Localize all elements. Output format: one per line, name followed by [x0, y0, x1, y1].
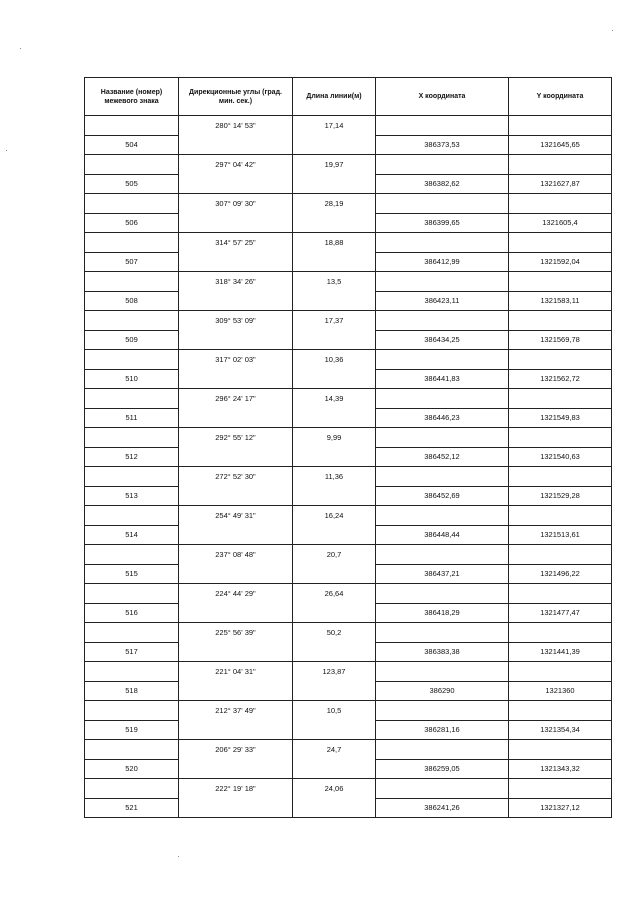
x-coordinate-cell: 386418,29	[376, 603, 509, 623]
segment-row	[85, 389, 612, 409]
empty-cell	[85, 779, 179, 799]
empty-cell	[85, 350, 179, 370]
empty-cell	[509, 779, 612, 799]
empty-cell	[509, 194, 612, 214]
segment-row	[85, 233, 612, 253]
line-length-cell: 9,99	[293, 428, 376, 448]
segment-row	[85, 740, 612, 760]
empty-cell	[509, 623, 612, 643]
table-row	[85, 330, 612, 350]
direction-angle-cell: 221° 04' 31"	[179, 662, 293, 682]
y-coordinate-cell: 1321627,87	[509, 174, 612, 194]
empty-cell	[85, 272, 179, 292]
mark-name-cell: 506	[85, 213, 179, 233]
direction-angle-cell: 222° 19' 18"	[179, 779, 293, 799]
empty-cell	[376, 311, 509, 331]
mark-name-cell: 519	[85, 720, 179, 740]
scan-speck	[20, 48, 21, 49]
line-length-cell: 17,37	[293, 311, 376, 331]
table-row	[85, 642, 612, 662]
segment-row	[85, 311, 612, 331]
empty-cell	[293, 564, 376, 584]
line-length-cell: 28,19	[293, 194, 376, 214]
empty-cell	[85, 623, 179, 643]
direction-angle-cell: 297° 04' 42"	[179, 155, 293, 175]
table-row	[85, 291, 612, 311]
empty-cell	[293, 525, 376, 545]
direction-angle-cell: 225° 56' 39"	[179, 623, 293, 643]
empty-cell	[179, 369, 293, 389]
empty-cell	[293, 720, 376, 740]
empty-cell	[293, 174, 376, 194]
table-row	[85, 369, 612, 389]
x-coordinate-cell: 386441,83	[376, 369, 509, 389]
segment-row	[85, 701, 612, 721]
segment-row	[85, 350, 612, 370]
header-line-length: Длина линии(м)	[293, 78, 376, 116]
x-coordinate-cell: 386452,12	[376, 447, 509, 467]
table-row	[85, 603, 612, 623]
empty-cell	[509, 467, 612, 487]
y-coordinate-cell: 1321477,47	[509, 603, 612, 623]
empty-cell	[376, 662, 509, 682]
empty-cell	[179, 174, 293, 194]
table-header-row	[85, 78, 612, 116]
header-direction-angle: Дирекционные углы (град. мин. сек.)	[179, 78, 293, 116]
mark-name-cell: 515	[85, 564, 179, 584]
boundary-coordinates-table	[84, 77, 612, 818]
mark-name-cell: 512	[85, 447, 179, 467]
empty-cell	[293, 681, 376, 701]
line-length-cell: 19,97	[293, 155, 376, 175]
x-coordinate-cell: 386382,62	[376, 174, 509, 194]
direction-angle-cell: 254° 49' 31"	[179, 506, 293, 526]
empty-cell	[509, 545, 612, 565]
empty-cell	[179, 564, 293, 584]
x-coordinate-cell: 386290	[376, 681, 509, 701]
table-row	[85, 486, 612, 506]
x-coordinate-cell: 386423,11	[376, 291, 509, 311]
empty-cell	[376, 116, 509, 136]
y-coordinate-cell: 1321592,04	[509, 252, 612, 272]
empty-cell	[509, 428, 612, 448]
header-y-coordinate: Y координата	[509, 78, 612, 116]
mark-name-cell: 509	[85, 330, 179, 350]
x-coordinate-cell: 386448,44	[376, 525, 509, 545]
empty-cell	[85, 311, 179, 331]
empty-cell	[179, 720, 293, 740]
y-coordinate-cell: 1321645,65	[509, 135, 612, 155]
direction-angle-cell: 296° 24' 17"	[179, 389, 293, 409]
table-row	[85, 759, 612, 779]
empty-cell	[376, 506, 509, 526]
mark-name-cell: 507	[85, 252, 179, 272]
empty-cell	[293, 408, 376, 428]
table-row	[85, 252, 612, 272]
empty-cell	[376, 740, 509, 760]
empty-cell	[293, 486, 376, 506]
empty-cell	[293, 447, 376, 467]
empty-cell	[179, 681, 293, 701]
empty-cell	[179, 486, 293, 506]
empty-cell	[376, 350, 509, 370]
mark-name-cell: 508	[85, 291, 179, 311]
mark-name-cell: 504	[85, 135, 179, 155]
empty-cell	[179, 642, 293, 662]
direction-angle-cell: 212° 37' 49"	[179, 701, 293, 721]
empty-cell	[85, 155, 179, 175]
line-length-cell: 20,7	[293, 545, 376, 565]
y-coordinate-cell: 1321496,22	[509, 564, 612, 584]
empty-cell	[376, 467, 509, 487]
x-coordinate-cell: 386259,05	[376, 759, 509, 779]
empty-cell	[85, 389, 179, 409]
segment-row	[85, 194, 612, 214]
empty-cell	[376, 272, 509, 292]
empty-cell	[509, 506, 612, 526]
mark-name-cell: 511	[85, 408, 179, 428]
direction-angle-cell: 237° 08' 48"	[179, 545, 293, 565]
line-length-cell: 50,2	[293, 623, 376, 643]
empty-cell	[85, 701, 179, 721]
y-coordinate-cell: 1321562,72	[509, 369, 612, 389]
empty-cell	[509, 116, 612, 136]
empty-cell	[509, 155, 612, 175]
line-length-cell: 14,39	[293, 389, 376, 409]
empty-cell	[179, 291, 293, 311]
line-length-cell: 13,5	[293, 272, 376, 292]
empty-cell	[293, 330, 376, 350]
mark-name-cell: 510	[85, 369, 179, 389]
empty-cell	[85, 194, 179, 214]
direction-angle-cell: 307° 09' 30"	[179, 194, 293, 214]
x-coordinate-cell: 386399,65	[376, 213, 509, 233]
empty-cell	[376, 389, 509, 409]
empty-cell	[179, 213, 293, 233]
y-coordinate-cell: 1321360	[509, 681, 612, 701]
y-coordinate-cell: 1321605,4	[509, 213, 612, 233]
mark-name-cell: 517	[85, 642, 179, 662]
empty-cell	[509, 701, 612, 721]
empty-cell	[85, 233, 179, 253]
line-length-cell: 17,14	[293, 116, 376, 136]
coordinates-sheet	[84, 77, 612, 818]
table-body	[85, 116, 612, 818]
segment-row	[85, 662, 612, 682]
x-coordinate-cell: 386373,53	[376, 135, 509, 155]
table-row	[85, 720, 612, 740]
line-length-cell: 10,5	[293, 701, 376, 721]
empty-cell	[293, 213, 376, 233]
line-length-cell: 16,24	[293, 506, 376, 526]
empty-cell	[376, 584, 509, 604]
empty-cell	[179, 135, 293, 155]
segment-row	[85, 779, 612, 799]
empty-cell	[293, 291, 376, 311]
line-length-cell: 24,7	[293, 740, 376, 760]
empty-cell	[179, 798, 293, 818]
empty-cell	[376, 233, 509, 253]
empty-cell	[509, 350, 612, 370]
mark-name-cell: 521	[85, 798, 179, 818]
y-coordinate-cell: 1321569,78	[509, 330, 612, 350]
table-row	[85, 798, 612, 818]
y-coordinate-cell: 1321529,28	[509, 486, 612, 506]
empty-cell	[293, 642, 376, 662]
mark-name-cell: 518	[85, 681, 179, 701]
table-row	[85, 135, 612, 155]
empty-cell	[376, 428, 509, 448]
x-coordinate-cell: 386383,38	[376, 642, 509, 662]
scan-speck	[178, 856, 179, 857]
empty-cell	[85, 467, 179, 487]
mark-name-cell: 514	[85, 525, 179, 545]
segment-row	[85, 545, 612, 565]
empty-cell	[85, 545, 179, 565]
line-length-cell: 26,64	[293, 584, 376, 604]
empty-cell	[376, 701, 509, 721]
direction-angle-cell: 309° 53' 09"	[179, 311, 293, 331]
empty-cell	[293, 603, 376, 623]
x-coordinate-cell: 386241,26	[376, 798, 509, 818]
empty-cell	[293, 759, 376, 779]
y-coordinate-cell: 1321540,63	[509, 447, 612, 467]
segment-row	[85, 467, 612, 487]
segment-row	[85, 584, 612, 604]
y-coordinate-cell: 1321327,12	[509, 798, 612, 818]
empty-cell	[85, 428, 179, 448]
empty-cell	[509, 233, 612, 253]
scan-speck	[612, 30, 613, 31]
y-coordinate-cell: 1321513,61	[509, 525, 612, 545]
segment-row	[85, 116, 612, 136]
empty-cell	[85, 116, 179, 136]
direction-angle-cell: 272° 52' 30"	[179, 467, 293, 487]
direction-angle-cell: 292° 55' 12"	[179, 428, 293, 448]
empty-cell	[85, 740, 179, 760]
header-x-coordinate: X координата	[376, 78, 509, 116]
y-coordinate-cell: 1321441,39	[509, 642, 612, 662]
table-row	[85, 174, 612, 194]
table-row	[85, 681, 612, 701]
line-length-cell: 18,88	[293, 233, 376, 253]
empty-cell	[293, 135, 376, 155]
segment-row	[85, 272, 612, 292]
line-length-cell: 10,36	[293, 350, 376, 370]
empty-cell	[85, 506, 179, 526]
table-row	[85, 525, 612, 545]
table-row	[85, 408, 612, 428]
empty-cell	[509, 740, 612, 760]
direction-angle-cell: 314° 57' 25"	[179, 233, 293, 253]
y-coordinate-cell: 1321354,34	[509, 720, 612, 740]
segment-row	[85, 155, 612, 175]
direction-angle-cell: 280° 14' 53"	[179, 116, 293, 136]
mark-name-cell: 505	[85, 174, 179, 194]
direction-angle-cell: 206° 29' 33"	[179, 740, 293, 760]
empty-cell	[509, 272, 612, 292]
scan-speck	[6, 150, 7, 151]
segment-row	[85, 428, 612, 448]
table-row	[85, 564, 612, 584]
x-coordinate-cell: 386446,23	[376, 408, 509, 428]
segment-row	[85, 623, 612, 643]
y-coordinate-cell: 1321583,11	[509, 291, 612, 311]
empty-cell	[376, 155, 509, 175]
empty-cell	[376, 623, 509, 643]
table-row	[85, 213, 612, 233]
line-length-cell: 123,87	[293, 662, 376, 682]
header-mark-name: Название (номер) межевого знака	[85, 78, 179, 116]
x-coordinate-cell: 386434,25	[376, 330, 509, 350]
empty-cell	[509, 584, 612, 604]
empty-cell	[179, 759, 293, 779]
x-coordinate-cell: 386281,16	[376, 720, 509, 740]
x-coordinate-cell: 386437,21	[376, 564, 509, 584]
mark-name-cell: 520	[85, 759, 179, 779]
line-length-cell: 24,06	[293, 779, 376, 799]
direction-angle-cell: 318° 34' 26"	[179, 272, 293, 292]
empty-cell	[85, 662, 179, 682]
direction-angle-cell: 317° 02' 03"	[179, 350, 293, 370]
empty-cell	[376, 779, 509, 799]
y-coordinate-cell: 1321549,83	[509, 408, 612, 428]
empty-cell	[376, 194, 509, 214]
empty-cell	[179, 408, 293, 428]
empty-cell	[179, 447, 293, 467]
empty-cell	[179, 603, 293, 623]
mark-name-cell: 513	[85, 486, 179, 506]
empty-cell	[293, 798, 376, 818]
direction-angle-cell: 224° 44' 29"	[179, 584, 293, 604]
mark-name-cell: 516	[85, 603, 179, 623]
x-coordinate-cell: 386412,99	[376, 252, 509, 272]
y-coordinate-cell: 1321343,32	[509, 759, 612, 779]
empty-cell	[509, 662, 612, 682]
empty-cell	[179, 330, 293, 350]
empty-cell	[293, 369, 376, 389]
empty-cell	[293, 252, 376, 272]
empty-cell	[376, 545, 509, 565]
table-row	[85, 447, 612, 467]
segment-row	[85, 506, 612, 526]
empty-cell	[85, 584, 179, 604]
empty-cell	[509, 311, 612, 331]
line-length-cell: 11,36	[293, 467, 376, 487]
empty-cell	[509, 389, 612, 409]
empty-cell	[179, 252, 293, 272]
empty-cell	[179, 525, 293, 545]
x-coordinate-cell: 386452,69	[376, 486, 509, 506]
